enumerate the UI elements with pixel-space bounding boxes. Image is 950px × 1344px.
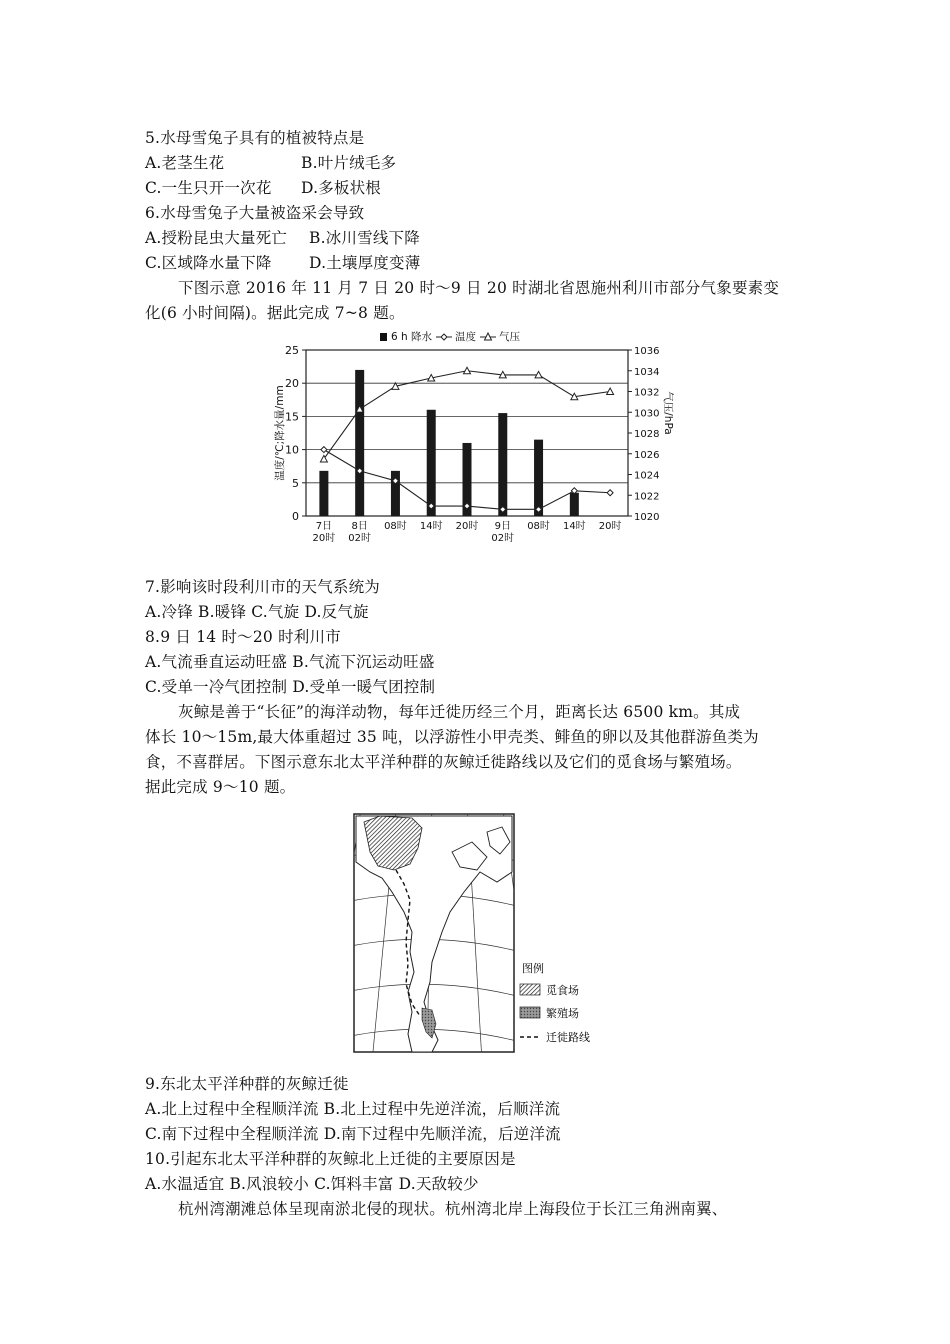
right-tick-label: 1026 [634,449,660,461]
q5-option-c: C.一生只开一次花 [145,179,272,197]
legend-route-label: 迁徙路线 [546,1031,590,1044]
right-tick-label: 1024 [634,470,660,482]
precipitation-bar [319,471,328,516]
left-tick-label: 15 [285,410,299,424]
q7-options: A.冷锋 B.暖锋 C.气旋 D.反气旋 [145,603,369,621]
q9-stem: 9.东北太平洋种群的灰鲸迁徙 [145,1075,349,1093]
right-tick-label: 1034 [634,366,660,378]
x-tick-label-top: 20时 [598,521,622,532]
q5-stem: 5.水母雪兔子具有的植被特点是 [145,129,365,147]
x-tick-label-top: 14时 [562,521,586,532]
right-axis-title: 气压/hPa [662,391,674,435]
q6-option-b: B.冰川雪线下降 [309,229,420,247]
weather-chart-svg [270,328,680,550]
intro-next-line: 杭州湾潮滩总体呈现南淤北侵的现状。杭州湾北岸上海段位于长江三角洲南翼、 [178,1200,728,1218]
legend-title: 图例 [522,962,544,975]
intro910-line4: 据此完成 9～10 题。 [145,778,296,796]
right-tick-label: 1032 [634,387,660,399]
x-tick-label-top: 14时 [419,521,443,532]
left-tick-label: 20 [285,377,299,391]
q5-options-row2 [145,176,381,200]
x-tick-label-top: 08时 [527,521,550,532]
precipitation-bar [498,413,507,516]
q8-options-row2: C.受单一冷气团控制 D.受单一暖气团控制 [145,678,436,696]
q5-option-a: A.老茎生花 [145,154,225,172]
legend-breeding-swatch [520,1007,540,1018]
left-tick-label: 25 [285,344,299,357]
legend-feeding-swatch [520,984,540,995]
q10-stem: 10.引起东北太平洋种群的灰鲸北上迁徙的主要原因是 [145,1150,516,1168]
x-tick-label-bottom: 02时 [348,533,372,544]
intro910-line2: 体长 10～15m,最大体重超过 35 吨，以浮游性小甲壳类、鲱鱼的卵以及其他群游鱼类为 [145,728,759,746]
q6-options-row2 [145,251,420,275]
left-tick-label: 10 [285,443,299,457]
right-tick-label: 1030 [634,408,660,420]
legend-precip-swatch [380,333,387,341]
map-legend [520,961,590,1044]
x-tick-label-bottom: 02时 [491,533,515,544]
temperature-point [607,490,613,496]
precipitation-bar [534,440,543,516]
right-tick-label: 1028 [634,429,660,440]
precipitation-bar [355,370,364,516]
x-tick-label-top: 08时 [384,521,407,532]
q6-option-d: D.土壤厚度变薄 [309,254,421,272]
x-tick-label-top: 8日 [351,521,368,532]
left-tick-label: 5 [292,476,299,490]
intro78-line2: 化(6 小时间隔)。据此完成 7~8 题。 [145,304,405,322]
precipitation-bar [427,410,436,516]
legend-pressure-label: 气压 [499,331,520,343]
intro910-line3: 食，不喜群居。下图示意东北太平洋种群的灰鲸迁徙路线以及它们的觅食场与繁殖场。 [145,753,742,771]
left-axis-title: 温度/℃;降水量/mm [274,385,286,481]
q10-options: A.水温适宜 B.风浪较小 C.饵料丰富 D.天敌较少 [145,1175,479,1193]
q9-options-row2: C.南下过程中全程顺洋流 D.南下过程中先顺洋流，后逆洋流 [145,1125,561,1143]
right-tick-label: 1036 [634,346,660,357]
q8-options-row1: A.气流垂直运动旺盛 B.气流下沉运动旺盛 [145,653,435,671]
whale-migration-map [352,812,607,1062]
left-tick-label: 0 [292,510,299,523]
q5-options-row1 [145,151,396,175]
q9-options-row1: A.北上过程中全程顺洋流 B.北上过程中先逆洋流，后顺洋流 [145,1100,561,1118]
q5-option-d: D.多板状根 [301,179,382,197]
legend-temp-marker [441,334,447,340]
legend-breeding-label: 繁殖场 [546,1007,579,1020]
q6-option-c: C.区域降水量下降 [145,254,272,272]
q5-option-b: B.叶片绒毛多 [301,154,397,172]
q8-stem: 8.9 日 14 时～20 时利川市 [145,628,341,646]
q6-option-a: A.授粉昆虫大量死亡 [145,229,288,247]
temperature-point [321,447,327,453]
x-tick-label-top: 9日 [494,521,511,532]
weather-chart [270,328,680,550]
right-tick-label: 1022 [634,491,660,503]
intro78-line1: 下图示意 2016 年 11 月 7 日 20 时～9 日 20 时湖北省恩施州利川市部分气象要素变 [178,279,780,297]
pressure-point [607,388,614,395]
q6-stem: 6.水母雪兔子大量被盗采会导致 [145,204,365,222]
x-tick-label-top: 7日 [315,521,333,532]
legend-temp-label: 温度 [455,331,476,343]
x-tick-label-bottom: 20时 [312,533,336,544]
precipitation-bar [570,493,579,516]
right-tick-label: 1020 [634,512,660,523]
legend-precip-label: 6 h 降水 [391,331,433,343]
q6-options-row1 [145,226,420,250]
x-tick-label-top: 20时 [455,521,479,532]
legend-feeding-label: 觅食场 [546,984,579,997]
q7-stem: 7.影响该时段利川市的天气系统为 [145,578,380,596]
intro910-line1: 灰鲸是善于“长征”的海洋动物，每年迁徙历经三个月，距离长达 6500 km。其成 [178,703,741,721]
map-svg [352,812,607,1062]
